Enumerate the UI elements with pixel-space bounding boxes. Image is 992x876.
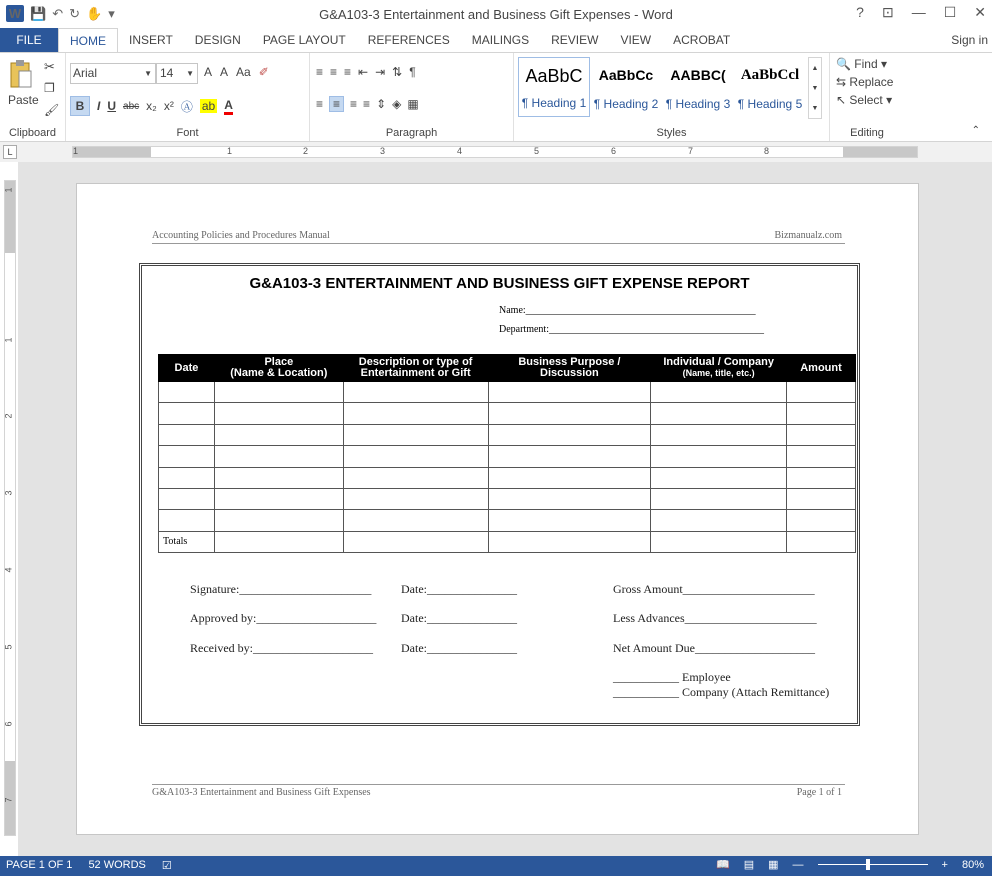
italic-button[interactable]: I	[97, 99, 101, 113]
ruler-number: 1	[227, 146, 233, 156]
tab-file[interactable]: FILE	[0, 28, 58, 52]
table-row	[159, 488, 856, 509]
table-cell[interactable]	[651, 382, 787, 403]
chevron-down-icon: ▼	[144, 69, 152, 78]
table-cell[interactable]	[159, 382, 215, 403]
grow-font-button[interactable]: A	[204, 65, 213, 79]
cursor-icon: ↖	[836, 93, 847, 107]
collapse-ribbon-icon[interactable]: ⌃	[971, 125, 980, 136]
received-by-line[interactable]: Received by:____________________	[190, 641, 373, 655]
web-layout-icon[interactable]: ▦	[768, 859, 779, 871]
vertical-ruler[interactable]	[4, 180, 16, 836]
styles-group	[514, 53, 830, 141]
tab-design[interactable]: DESIGN	[194, 33, 241, 47]
department-field[interactable]: Department:___________________________________________	[499, 324, 764, 335]
undo-icon[interactable]: ↶	[52, 5, 64, 21]
ruler-number: 1	[3, 187, 14, 193]
name-field[interactable]: Name:______________________________________________	[499, 305, 756, 316]
form-title[interactable]: G&A103-3 ENTERTAINMENT AND BUSINESS GIFT EXPENSE REPORT	[249, 275, 750, 292]
ribbon-tabs	[0, 28, 992, 52]
clipboard-group-label: Clipboard	[8, 127, 57, 139]
font-name-dropdown[interactable]: Arial ▼	[70, 63, 156, 84]
ruler-number: 2	[303, 146, 309, 156]
column-header-place: Place (Name & Location)	[214, 355, 343, 382]
ruler-number: 5	[534, 146, 540, 156]
table-row	[159, 382, 856, 403]
table-cell[interactable]	[488, 467, 651, 488]
sort-icon[interactable]: ⇅	[392, 65, 403, 79]
tab-home[interactable]: HOME	[58, 28, 118, 53]
zoom-slider-thumb[interactable]	[866, 859, 870, 870]
table-cell[interactable]	[651, 424, 787, 445]
style-heading-3[interactable]: AABBC( ¶ Heading 3	[665, 67, 731, 111]
style-heading-1[interactable]: AaBbC ¶ Heading 1	[518, 57, 590, 117]
right-margin-shade	[843, 147, 917, 157]
paste-button[interactable]: Paste	[8, 93, 39, 107]
table-cell[interactable]	[488, 424, 651, 445]
table-cell[interactable]	[488, 510, 651, 531]
table-cell[interactable]	[343, 403, 488, 424]
table-cell[interactable]	[787, 488, 856, 509]
approved-by-line[interactable]: Approved by:____________________	[190, 611, 377, 625]
table-cell[interactable]	[488, 446, 651, 467]
table-row	[159, 446, 856, 467]
ribbon	[0, 52, 992, 142]
date-line-3[interactable]: Date:_______________	[401, 641, 517, 655]
ruler-number: 7	[3, 797, 14, 803]
document-canvas[interactable]	[18, 162, 992, 856]
copy-icon[interactable]: ❐	[44, 81, 55, 95]
ruler-number: 8	[764, 146, 770, 156]
clear-formatting-icon[interactable]: ✐	[258, 65, 269, 79]
table-cell[interactable]	[343, 382, 488, 403]
more-styles-icon[interactable]: ▼	[811, 104, 819, 112]
table-cell[interactable]	[214, 403, 343, 424]
company-line[interactable]: ___________ Company (Attach Remittance)	[613, 685, 830, 699]
touch-mode-icon[interactable]: ✋	[86, 5, 103, 21]
ruler-number: 3	[380, 146, 386, 156]
column-header-amount: Amount	[787, 355, 856, 382]
chevron-down-icon: ▼	[186, 69, 194, 78]
date-line-1[interactable]: Date:_______________	[401, 582, 517, 596]
column-header-description: Description or type of Entertainment or Gift	[343, 355, 488, 382]
sign-in-link[interactable]: Sign in	[951, 33, 988, 47]
editing-group-label: Editing	[850, 127, 884, 139]
style-heading-2[interactable]: AaBbCc ¶ Heading 2	[593, 67, 659, 111]
zoom-level[interactable]: 80%	[961, 858, 984, 871]
table-cell[interactable]	[651, 510, 787, 531]
replace-icon: ⇆	[836, 75, 847, 89]
chevron-up-icon[interactable]: ▲	[811, 64, 819, 72]
table-cell[interactable]	[787, 382, 856, 403]
table-cell[interactable]	[787, 510, 856, 531]
line-spacing-icon[interactable]: ⇕	[376, 97, 387, 111]
table-row	[159, 510, 856, 531]
date-line-2[interactable]: Date:_______________	[401, 611, 517, 625]
table-cell[interactable]	[214, 488, 343, 509]
chevron-down-icon[interactable]: ▼	[811, 84, 819, 92]
ruler-number: 6	[611, 146, 617, 156]
proofing-icon[interactable]: ☑	[161, 860, 172, 872]
zoom-out-button[interactable]: —	[792, 858, 804, 871]
ribbon-display-button[interactable]: ⊡	[881, 4, 894, 20]
word-app-icon[interactable]: W	[6, 5, 24, 22]
decrease-indent-icon[interactable]: ⇤	[358, 65, 369, 79]
column-header-date: Date	[159, 355, 215, 382]
table-cell[interactable]	[488, 382, 651, 403]
totals-cell[interactable]	[651, 531, 787, 552]
tab-insert[interactable]: INSERT	[129, 33, 173, 47]
table-cell[interactable]	[214, 467, 343, 488]
header-left: Accounting Policies and Procedures Manual	[152, 230, 330, 241]
table-cell[interactable]	[787, 446, 856, 467]
status-bar	[0, 856, 992, 876]
horizontal-ruler[interactable]	[72, 146, 918, 158]
font-size-dropdown[interactable]: 14 ▼	[156, 63, 198, 84]
table-cell[interactable]	[159, 467, 215, 488]
footer-rule	[152, 784, 845, 785]
underline-button[interactable]: U	[107, 99, 117, 113]
table-cell[interactable]	[343, 467, 488, 488]
table-cell[interactable]	[214, 446, 343, 467]
table-cell[interactable]	[159, 510, 215, 531]
document-page[interactable]	[76, 183, 919, 835]
tab-view[interactable]: VIEW	[620, 33, 652, 47]
totals-label[interactable]: Totals	[159, 531, 215, 552]
shrink-font-button[interactable]: A	[220, 65, 229, 79]
window-controls	[856, 4, 986, 21]
borders-icon[interactable]: ▦	[407, 97, 419, 111]
paragraph-group	[310, 53, 514, 141]
title-bar	[0, 0, 992, 28]
justify-icon[interactable]: ≡	[363, 97, 371, 111]
replace-button[interactable]: ⇆ Replace	[836, 75, 894, 89]
styles-group-label: Styles	[656, 127, 687, 139]
header-right: Bizmanualz.com	[774, 230, 842, 241]
style-heading-5[interactable]: AaBbCcl ¶ Heading 5	[737, 67, 803, 111]
gross-amount-line[interactable]: Gross Amount______________________	[613, 582, 815, 596]
ruler-area	[0, 142, 992, 162]
tab-selector[interactable]: L	[3, 145, 17, 159]
tab-review[interactable]: REVIEW	[551, 33, 599, 47]
align-right-icon[interactable]: ≡	[350, 97, 358, 111]
increase-indent-icon[interactable]: ⇥	[375, 65, 386, 79]
maximize-button[interactable]: ☐	[943, 4, 957, 20]
ruler-number: 1	[3, 337, 14, 343]
table-cell[interactable]	[651, 488, 787, 509]
left-margin-shade	[73, 147, 151, 157]
header-rule	[152, 243, 845, 244]
table-cell[interactable]	[651, 446, 787, 467]
ruler-number: 6	[3, 721, 14, 727]
minimize-button[interactable]: —	[911, 4, 926, 20]
help-button[interactable]: ?	[856, 4, 864, 20]
net-amount-due-line[interactable]: Net Amount Due____________________	[613, 641, 815, 655]
table-cell[interactable]	[488, 488, 651, 509]
totals-cell[interactable]	[787, 531, 856, 552]
bullets-icon[interactable]: ≡	[316, 65, 324, 79]
ruler-number: 1	[73, 146, 79, 156]
align-center-icon[interactable]: ≡	[329, 96, 344, 112]
tab-page-layout[interactable]: PAGE LAYOUT	[262, 33, 346, 47]
column-header-purpose: Business Purpose / Discussion	[488, 355, 651, 382]
styles-gallery	[518, 57, 808, 119]
ruler-number: 3	[3, 490, 14, 496]
zoom-in-button[interactable]: +	[941, 858, 948, 871]
employee-line[interactable]: ___________ Employee	[613, 670, 731, 684]
ruler-number: 5	[3, 644, 14, 650]
table-cell[interactable]	[214, 424, 343, 445]
format-painter-icon[interactable]: 🖌	[44, 103, 60, 117]
multilevel-list-icon[interactable]: ≡	[344, 65, 352, 79]
styles-gallery-scroll[interactable]	[808, 57, 822, 119]
font-color-icon[interactable]: A	[224, 98, 233, 115]
shading-icon[interactable]: ◈	[392, 97, 402, 111]
superscript-button[interactable]: x²	[163, 99, 174, 113]
paragraph-group-label: Paragraph	[385, 127, 438, 139]
ruler-number: 2	[3, 413, 14, 419]
expense-table	[158, 354, 856, 553]
bold-button[interactable]: B	[70, 96, 90, 116]
table-cell[interactable]	[343, 424, 488, 445]
tab-acrobat[interactable]: ACROBAT	[673, 33, 731, 47]
footer-left: G&A103-3 Entertainment and Business Gift Expenses	[152, 787, 371, 798]
table-cell[interactable]	[343, 510, 488, 531]
table-row	[159, 467, 856, 488]
table-cell[interactable]	[787, 467, 856, 488]
save-icon[interactable]: 💾	[30, 5, 47, 21]
show-formatting-icon[interactable]: ¶	[409, 65, 416, 79]
table-cell[interactable]	[651, 467, 787, 488]
footer-right: Page 1 of 1	[796, 787, 842, 798]
ruler-number: 4	[457, 146, 463, 156]
ruler-number: 4	[3, 567, 14, 573]
totals-cell[interactable]	[214, 531, 343, 552]
align-left-icon[interactable]: ≡	[316, 97, 324, 111]
table-cell[interactable]	[159, 424, 215, 445]
table-row	[159, 424, 856, 445]
clipboard-group	[0, 53, 66, 141]
totals-cell[interactable]	[488, 531, 651, 552]
subscript-button[interactable]: x₂	[146, 99, 157, 113]
table-cell[interactable]	[214, 510, 343, 531]
table-cell[interactable]	[787, 424, 856, 445]
paste-icon[interactable]	[9, 59, 33, 91]
totals-cell[interactable]	[343, 531, 488, 552]
redo-icon[interactable]: ↻	[69, 5, 80, 21]
find-button[interactable]: 🔍 Find ▾	[836, 57, 887, 71]
zoom-slider[interactable]	[818, 864, 928, 865]
read-mode-icon[interactable]: 📖	[716, 859, 730, 871]
less-advances-line[interactable]: Less Advances______________________	[613, 611, 817, 625]
font-group	[66, 53, 310, 141]
table-cell[interactable]	[159, 446, 215, 467]
close-button[interactable]: ✕	[974, 4, 986, 20]
highlight-icon[interactable]: ab	[201, 99, 216, 113]
print-layout-icon[interactable]: ▤	[743, 859, 755, 871]
table-cell[interactable]	[159, 403, 215, 424]
table-cell[interactable]	[214, 382, 343, 403]
totals-row	[159, 531, 856, 552]
select-button[interactable]: ↖ Select ▾	[836, 93, 893, 107]
table-cell[interactable]	[787, 403, 856, 424]
editing-group	[830, 53, 904, 141]
form-frame	[139, 263, 860, 726]
page-count[interactable]: PAGE 1 OF 1	[6, 859, 73, 871]
text-effects-icon[interactable]: Ⓐ	[180, 99, 193, 114]
ruler-number: 7	[688, 146, 694, 156]
table-cell[interactable]	[651, 403, 787, 424]
signature-line[interactable]: Signature:______________________	[190, 582, 372, 596]
table-cell[interactable]	[343, 446, 488, 467]
change-case-button[interactable]: Aa	[236, 65, 251, 79]
binoculars-icon: 🔍	[836, 57, 851, 71]
window-title: G&A103-3 Entertainment and Business Gift Expenses - Word	[319, 7, 673, 22]
table-cell[interactable]	[159, 488, 215, 509]
table-header-row	[159, 355, 856, 382]
column-header-individual: Individual / Company (Name, title, etc.)	[651, 355, 787, 382]
strikethrough-button[interactable]: abc	[123, 100, 140, 112]
table-cell[interactable]	[343, 488, 488, 509]
cut-icon[interactable]: ✂	[44, 59, 55, 74]
tab-references[interactable]: REFERENCES	[367, 33, 450, 47]
tab-mailings[interactable]: MAILINGS	[471, 33, 530, 47]
table-row	[159, 403, 856, 424]
numbering-icon[interactable]: ≡	[330, 65, 338, 79]
font-group-label: Font	[176, 127, 199, 139]
table-cell[interactable]	[488, 403, 651, 424]
word-count[interactable]: 52 WORDS	[88, 859, 146, 871]
customize-qat-icon[interactable]: ▾	[108, 5, 115, 21]
